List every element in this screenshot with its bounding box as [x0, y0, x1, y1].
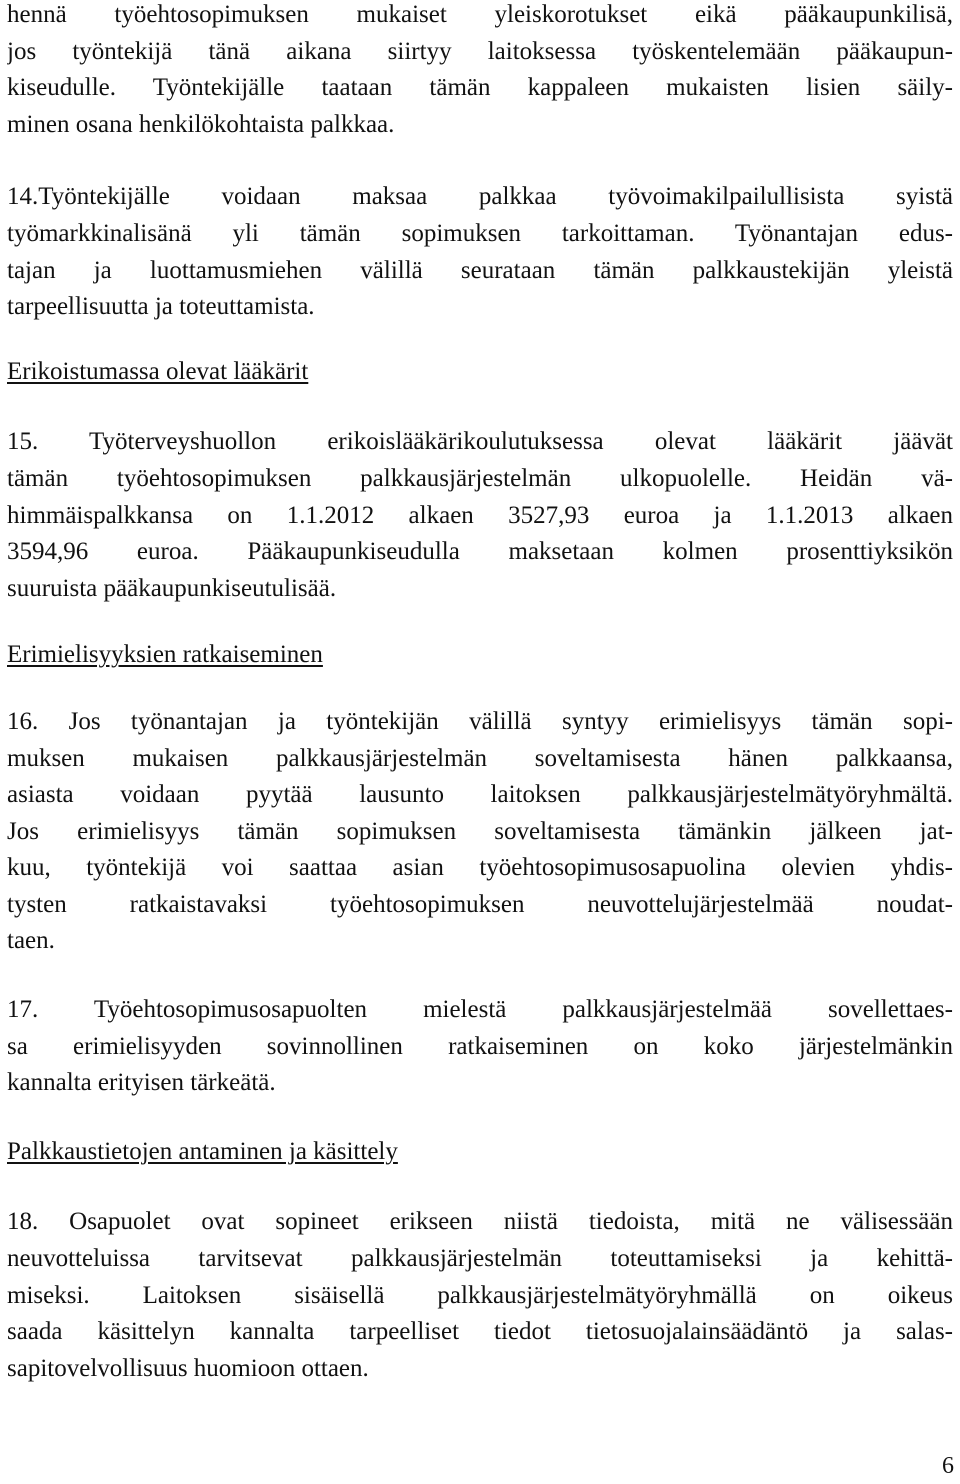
paragraph-15	[7, 424, 953, 607]
text-line: miseksi. Laitoksen sisäisellä palkkausjärjestelmätyöryhmällä on oikeus	[7, 1281, 953, 1309]
text-line: tämän työehtosopimuksen palkkausjärjestelmän ulkopuolelle. Heidän vä-	[7, 464, 953, 492]
document-page	[7, 0, 953, 1387]
text-line: työmarkkinalisänä yli tämän sopimuksen tarkoittaman. Työnantajan edus-	[7, 219, 953, 247]
text-line: 15. Työterveyshuollon erikoislääkärikoulutuksessa olevat lääkärit jäävät	[7, 428, 953, 456]
text-line: minen osana henkilökohtaista palkkaa.	[7, 110, 395, 138]
text-line: neuvotteluissa tarvitsevat palkkausjärjestelmän toteuttamiseksi ja kehittä-	[7, 1245, 953, 1273]
text-line: 17. Työehtosopimusosapuolten mielestä palkkausjärjestelmää sovellettaes-	[7, 996, 953, 1024]
paragraph-14	[7, 179, 953, 325]
text-line: taen.	[7, 927, 55, 955]
text-line: hennä työehtosopimuksen mukaiset yleiskorotukset eikä pääkaupunkilisä,	[7, 1, 953, 28]
text-line: muksen mukaisen palkkausjärjestelmän soveltamisesta hänen palkkaansa,	[7, 744, 953, 772]
section-heading-erimielisyyksien: Erimielisyyksien ratkaiseminen	[7, 641, 323, 669]
section-heading-erikoistumassa: Erikoistumassa olevat lääkärit	[7, 357, 309, 385]
text-line: 18. Osapuolet ovat sopineet erikseen niistä tiedoista, mitä ne välisessään	[7, 1208, 953, 1236]
text-line: jos työntekijä tänä aikana siirtyy laitoksessa työskentelemään pääkaupun-	[7, 37, 953, 65]
text-line: himmäispalkkansa on 1.1.2012 alkaen 3527,93 euroa ja 1.1.2013 alkaen	[7, 501, 953, 529]
paragraph-17	[7, 992, 953, 1102]
paragraph-18	[7, 1204, 953, 1387]
text-line: tarpeellisuutta ja toteuttamista.	[7, 293, 315, 321]
section-heading-palkkaustietojen: Palkkaustietojen antaminen ja käsittely	[7, 1137, 398, 1165]
text-line: tysten ratkaistavaksi työehtosopimuksen neuvottelujärjestelmää noudat-	[7, 890, 953, 918]
text-line: sapitovelvollisuus huomioon ottaen.	[7, 1354, 369, 1382]
text-line: asiasta voidaan pyytää lausunto laitoksen palkkausjärjestelmätyöryhmältä.	[7, 781, 953, 809]
paragraph-16	[7, 704, 953, 960]
text-line: Jos erimielisyys tämän sopimuksen soveltamisesta tämänkin jälkeen jat-	[7, 817, 953, 845]
text-line: 14.Työntekijälle voidaan maksaa palkkaa työvoimakilpailullisista syistä	[7, 183, 953, 211]
text-line: kuu, työntekijä voi saattaa asian työehtosopimusosapuolina olevien yhdis-	[7, 854, 953, 882]
text-line: saada käsittelyn kannalta tarpeelliset tiedot tietosuojalainsäädäntö ja salas-	[7, 1318, 953, 1346]
text-line: suuruista pääkaupunkiseutulisää.	[7, 574, 337, 602]
paragraph-continuation	[7, 0, 953, 143]
text-line: sa erimielisyyden sovinnollinen ratkaiseminen on koko järjestelmänkin	[7, 1032, 953, 1060]
text-line: 3594,96 euroa. Pääkaupunkiseudulla maksetaan kolmen prosenttiyksikön	[7, 538, 953, 566]
text-line: kannalta erityisen tärkeätä.	[7, 1069, 276, 1097]
page-number: 6	[942, 1453, 954, 1479]
text-line: 16. Jos työnantajan ja työntekijän välillä syntyy erimielisyys tämän sopi-	[7, 707, 953, 735]
text-line: tajan ja luottamusmiehen välillä seurataan tämän palkkaustekijän yleistä	[7, 256, 953, 284]
text-line: kiseudulle. Työntekijälle taataan tämän kappaleen mukaisten lisien säily-	[7, 74, 953, 102]
